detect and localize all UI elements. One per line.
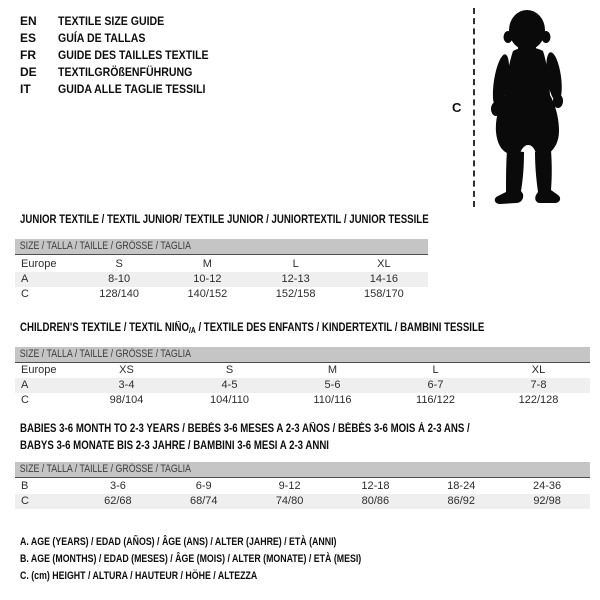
row-label: A <box>21 379 29 391</box>
lang-code: IT <box>20 82 31 96</box>
table-title <box>20 421 470 455</box>
table-row-months <box>15 479 590 494</box>
table-cell: 140/152 <box>187 288 228 300</box>
measure-legend <box>20 534 447 585</box>
size-header-text: SIZE / TALLA / TAILLE / GRÖSSE / TAGLIA <box>19 463 191 475</box>
table-row-europe <box>15 257 428 272</box>
table-cell: 152/158 <box>275 288 316 300</box>
table-title <box>20 322 484 335</box>
table-cell: 122/128 <box>518 394 559 406</box>
table-cell: 98/104 <box>109 394 144 406</box>
lang-title: GUÍA DE TALLAS <box>58 31 146 45</box>
size-header-bar <box>15 347 590 363</box>
table-cell: XS <box>119 364 134 376</box>
table-title-subscript: /A <box>189 326 196 335</box>
table-cell: 12-13 <box>281 273 310 285</box>
row-label: A <box>21 273 29 285</box>
table-row-height <box>15 393 590 408</box>
junior-textile-table <box>15 212 428 304</box>
row-label: C <box>21 288 29 300</box>
size-header-text: SIZE / TALLA / TAILLE / GRÖSSE / TAGLIA <box>19 348 191 360</box>
table-cell: M <box>327 364 338 376</box>
legend-line-b: B. AGE (MONTHS) / EDAD (MESES) / ÂGE (MOIS) / ALTER (MONATE) / ETÀ (MESI) <box>20 553 362 565</box>
height-measure-dashed-line <box>473 8 475 207</box>
legend-line-c: C. (cm) HEIGHT / ALTURA / HAUTEUR / HÖHE / ALTEZZA <box>20 570 258 582</box>
table-cell: 5-6 <box>324 379 341 391</box>
table-cell: 86/92 <box>447 495 475 507</box>
lang-title: TEXTILE SIZE GUIDE <box>58 14 165 28</box>
table-cell: 24-36 <box>533 480 562 492</box>
lang-code: DE <box>20 65 37 79</box>
table-title-line1: BABIES 3-6 MONTH TO 2-3 YEARS / BEBÉS 3-6 MESES A 2-3 AÑOS / BÉBÉS 3-6 MOIS À 2-3 ANS / <box>20 423 470 435</box>
table-row-height <box>15 494 590 509</box>
table-cell: 3-4 <box>118 379 135 391</box>
babies-textile-table <box>15 419 590 511</box>
toddler-silhouette-icon <box>480 5 574 211</box>
lang-code: EN <box>20 14 37 28</box>
table-cell: 4-5 <box>221 379 238 391</box>
table-cell: 68/74 <box>189 495 218 507</box>
table-rows <box>15 257 428 302</box>
table-cell: 7-8 <box>530 379 547 391</box>
size-header-bar <box>15 462 590 478</box>
lang-title: GUIDE DES TAILLES TEXTILE <box>58 48 209 62</box>
table-cell: S <box>115 258 123 270</box>
table-title-part: / TEXTILE DES ENFANTS / KINDERTEXTIL / BAMBINI TESSILE <box>195 322 485 334</box>
table-cell: L <box>432 364 439 376</box>
table-cell: 110/116 <box>313 394 352 406</box>
table-cell: 6-9 <box>195 480 212 492</box>
table-cell: 8-10 <box>108 273 131 285</box>
lang-title: TEXTILGRÖßENFÜHRUNG <box>58 65 193 79</box>
table-row-age <box>15 378 590 393</box>
table-cell: 18-24 <box>447 480 476 492</box>
table-title-line2: BABYS 3-6 MONATE BIS 2-3 JAHRE / BAMBINI 3-6 MESI A 2-3 ANNI <box>20 440 329 452</box>
table-cell: 80/86 <box>361 495 390 507</box>
legend-line-a: A. AGE (YEARS) / EDAD (AÑOS) / ÂGE (ANS) / ALTER (JAHRE) / ETÀ (ANNI) <box>20 536 337 548</box>
row-label: Europe <box>21 258 57 270</box>
table-cell: 12-18 <box>361 480 390 492</box>
table-cell: 6-7 <box>427 379 444 391</box>
childrens-textile-table <box>15 320 590 410</box>
table-row-age <box>15 272 428 287</box>
table-cell: 62/68 <box>104 495 132 507</box>
table-row-europe <box>15 363 590 378</box>
table-cell: 128/140 <box>99 288 139 300</box>
size-header-bar <box>15 239 428 255</box>
table-title-part: CHILDREN'S TEXTILE / TEXTIL NIÑO <box>20 322 190 334</box>
table-cell: 14-16 <box>369 273 398 285</box>
table-cell: S <box>225 364 234 376</box>
table-title: JUNIOR TEXTILE / TEXTIL JUNIOR/ TEXTILE JUNIOR / JUNIORTEXTIL / JUNIOR TESSILE <box>20 214 429 226</box>
row-label: C <box>21 394 29 406</box>
table-cell: 92/98 <box>533 495 561 507</box>
table-cell: 158/170 <box>363 288 404 300</box>
table-row-height <box>15 287 428 302</box>
table-cell: XL <box>377 258 391 270</box>
lang-row-en <box>20 13 229 30</box>
table-rows <box>15 363 590 408</box>
table-cell: 10-12 <box>193 273 222 285</box>
lang-row-fr <box>20 47 229 64</box>
table-cell: 116/122 <box>416 394 455 406</box>
table-cell: XL <box>531 364 546 376</box>
table-cell: 9-12 <box>278 480 301 492</box>
row-label: Europe <box>21 364 57 376</box>
row-label: C <box>21 495 29 507</box>
lang-row-es <box>20 30 229 47</box>
language-title-list <box>20 13 229 98</box>
size-header-text: SIZE / TALLA / TAILLE / GRÖSSE / TAGLIA <box>19 240 191 252</box>
table-cell: 3-6 <box>109 480 126 492</box>
table-cell: L <box>292 258 299 270</box>
lang-code: ES <box>20 31 37 45</box>
lang-code: FR <box>20 48 36 62</box>
lang-row-it <box>20 81 229 98</box>
table-rows <box>15 479 590 509</box>
table-cell: 104/110 <box>210 394 249 406</box>
row-label: B <box>21 480 29 492</box>
table-cell: M <box>202 258 212 270</box>
table-cell: 74/80 <box>275 495 304 507</box>
height-measure-label: C <box>452 100 462 115</box>
lang-row-de <box>20 64 229 81</box>
lang-title: GUIDA ALLE TAGLIE TESSILI <box>58 82 206 96</box>
